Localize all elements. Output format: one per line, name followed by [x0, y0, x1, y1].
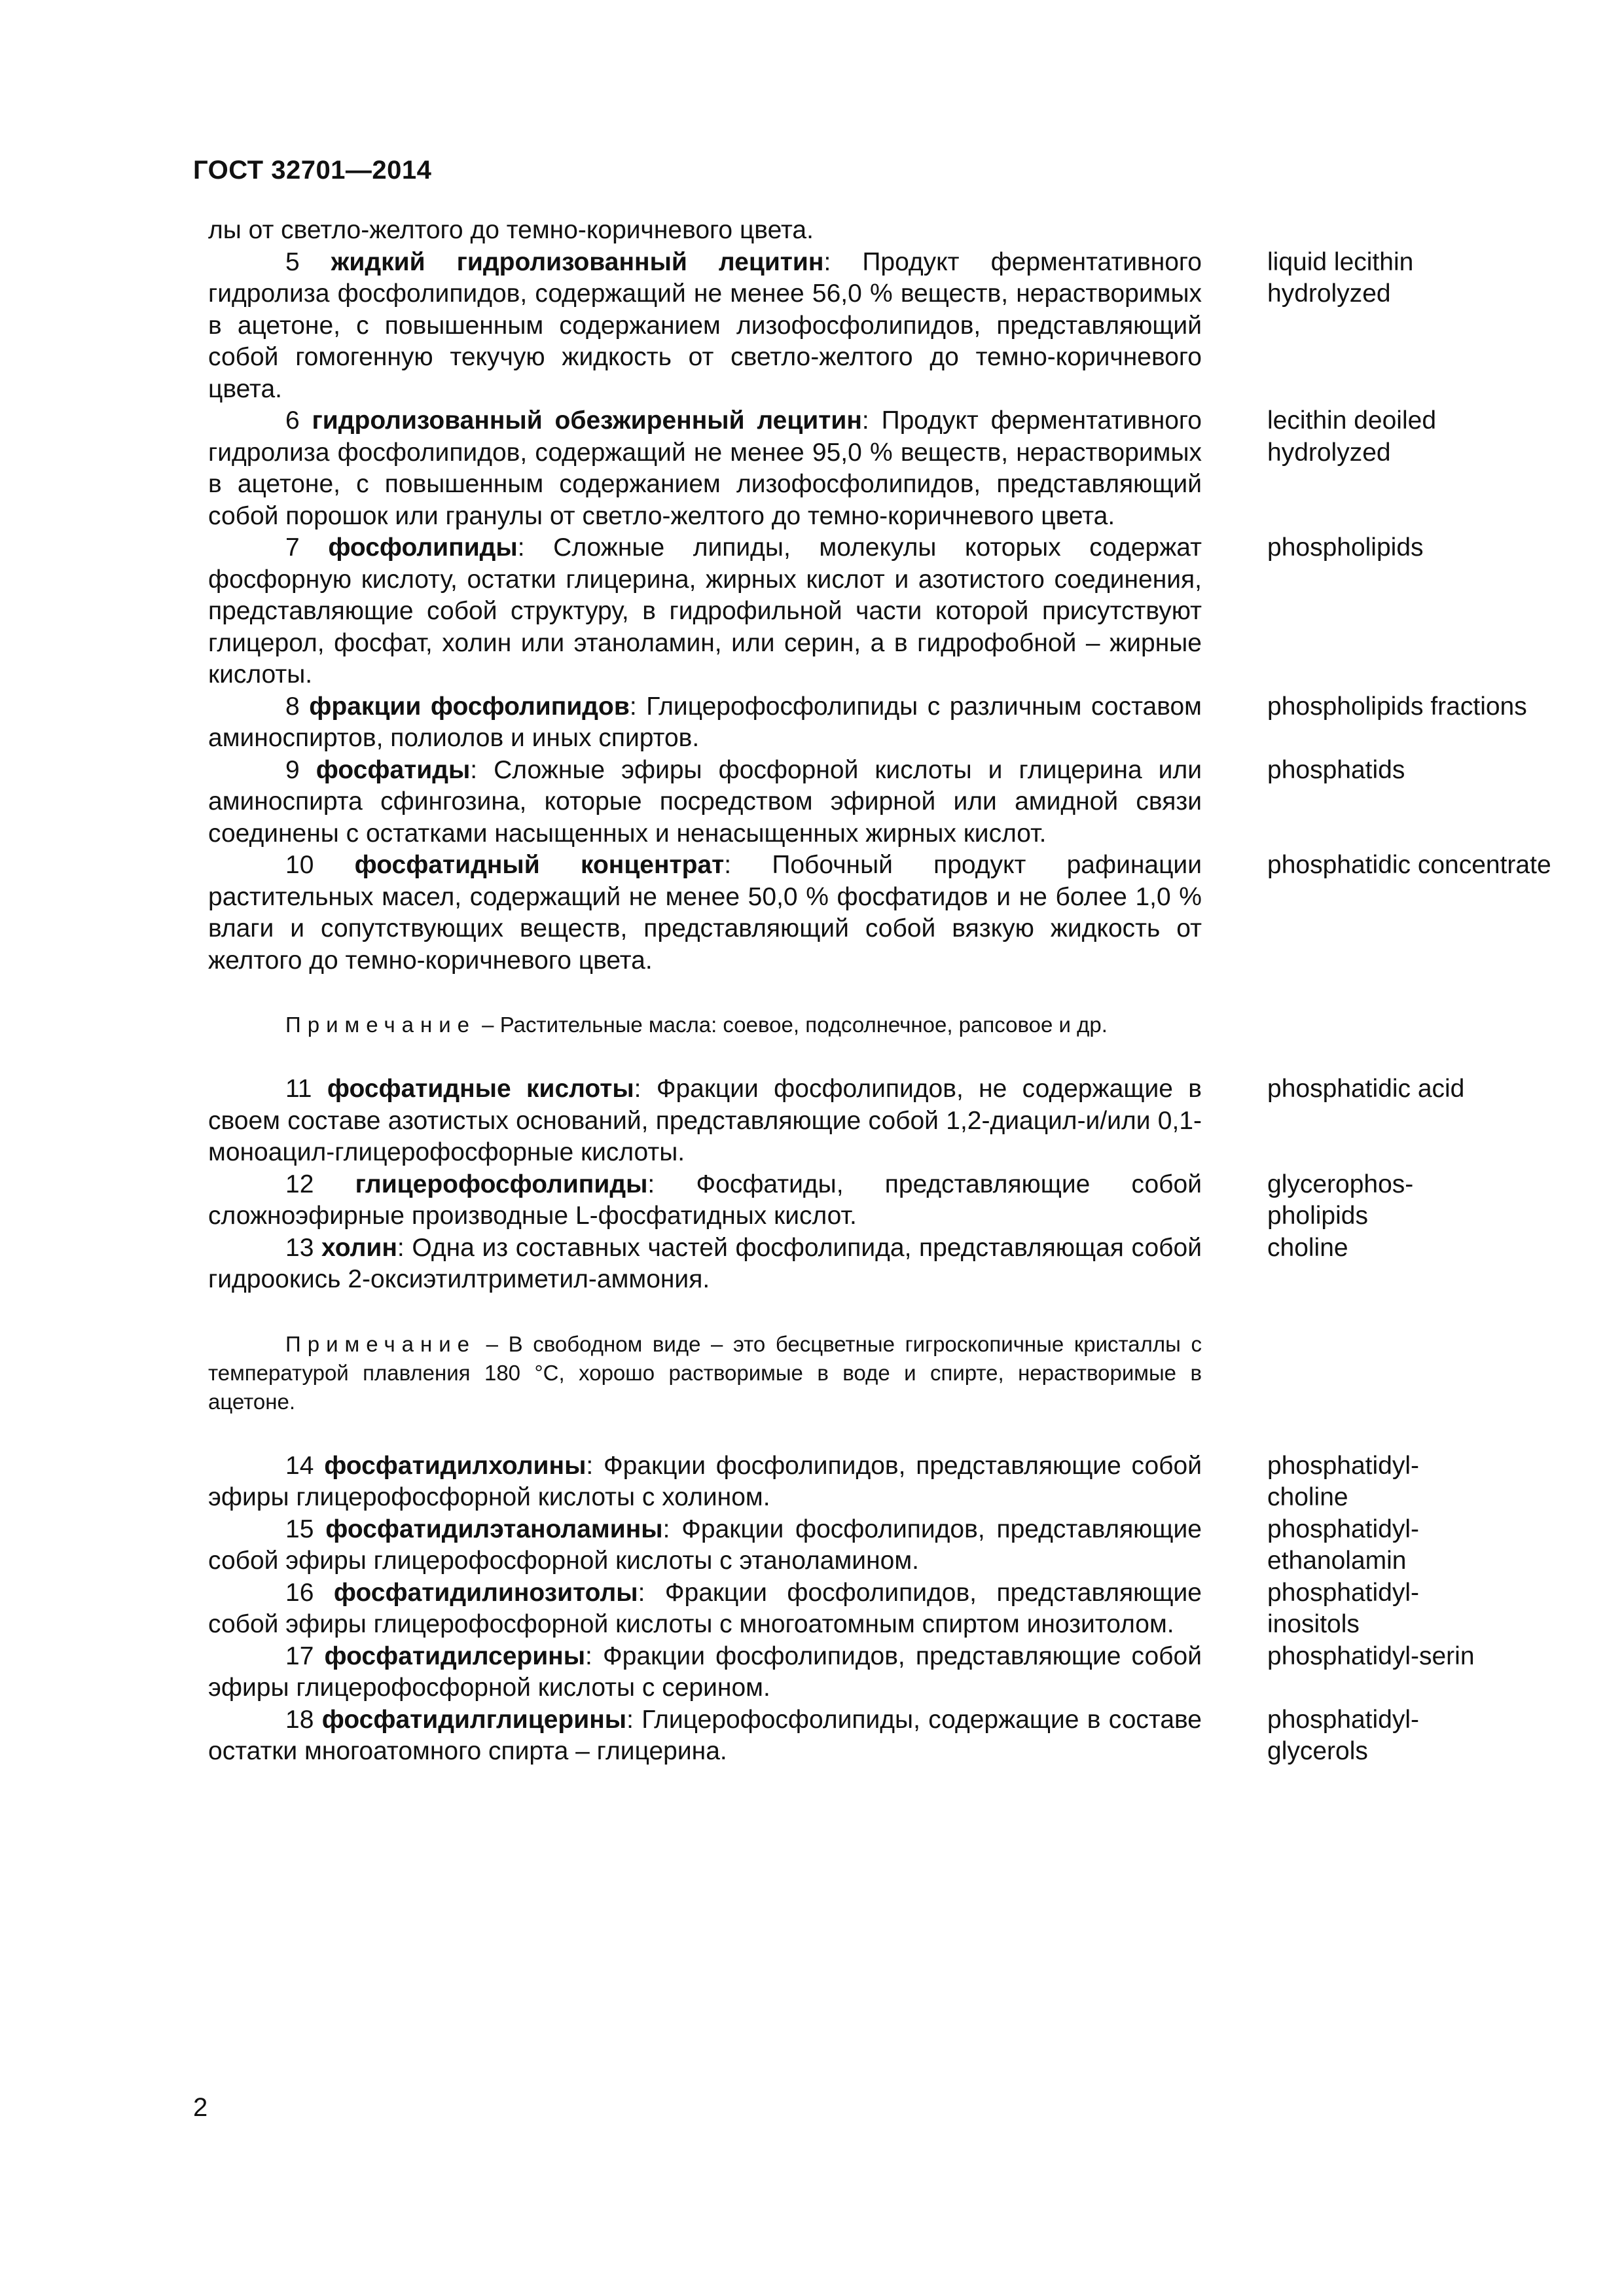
term-number: 10 — [285, 851, 314, 879]
term-name: фосфатидные кислоты — [327, 1075, 634, 1103]
term-name: фосфатидилглицерины — [321, 1705, 627, 1734]
term-description: : Фракции фосфолипидов, представляющие собой эфиры глицерофосфорной кислоты с этаноламином. — [208, 1515, 1202, 1575]
term-entry — [208, 850, 1583, 977]
term-entry — [208, 1641, 1583, 1704]
english-term: phosphatidyl- glycerols — [1267, 1705, 1419, 1765]
term-description: : Продукт ферментативного гидролиза фосфолипидов, содержащий не менее 56,0 % веществ, нерастворимых в ацетоне, с повышенным содержанием лизофосфолипидов, представляющий собой гомогенную текучую жидкость от светло-желтого до темно-коричневого цвета. — [208, 247, 1202, 403]
term-number: 17 — [285, 1641, 314, 1670]
term-number: 15 — [285, 1515, 314, 1543]
term-definition — [208, 1641, 1202, 1704]
term-number: 12 — [285, 1170, 314, 1198]
term-description: : Глицерофосфолипиды, содержащие в составе остатки многоатомного спирта – глицерина. — [208, 1705, 1202, 1765]
term-description: : Глицерофосфолипиды с различным составом аминоспиртов, полиолов и иных спиртов. — [208, 692, 1202, 752]
term-description: : Фракции фосфолипидов, представляющие собой эфиры глицерофосфорной кислоты с серином. — [208, 1641, 1202, 1702]
english-term: phosphatidyl- ethanolamin — [1267, 1515, 1419, 1575]
term-definition — [208, 691, 1202, 755]
term-name: фосфатиды — [316, 755, 471, 784]
term-number: 7 — [285, 533, 300, 562]
term-number: 8 — [285, 692, 300, 721]
term-number: 18 — [285, 1705, 314, 1734]
term-description: : Одна из составных частей фосфолипида, представляющая собой гидроокись 2-оксиэтилтриметил-аммония. — [208, 1233, 1202, 1293]
english-term: choline — [1267, 1233, 1348, 1262]
term-entry — [208, 691, 1583, 755]
english-term: phosphatidyl- inositols — [1267, 1578, 1419, 1638]
term-name: холин — [321, 1233, 397, 1262]
term-name: фосфатидилэтаноламины — [325, 1515, 663, 1543]
term-entry — [208, 755, 1583, 850]
term-entry — [208, 1232, 1583, 1296]
term-definition — [208, 1704, 1202, 1768]
term-definition — [208, 532, 1202, 691]
term-definition — [208, 755, 1202, 850]
term-definition — [208, 1073, 1202, 1169]
note-label: Примечание — [285, 1331, 477, 1356]
term-description: : Сложные липиды, молекулы которых содержат фосфорную кислоту, остатки глицерина, жирных кислот и азотистого соединения, представляющие собой структуру, в гидрофильной части которой присутствуют глицерол, фосфат, холин или этаноламин, или серин, а в гидрофобной – жирные кислоты. — [208, 533, 1202, 689]
term-name: фосфатидилхолины — [324, 1451, 586, 1480]
english-term: phosphatidyl- choline — [1267, 1451, 1419, 1511]
note-label: Примечание — [285, 1013, 477, 1037]
term-definition — [208, 1514, 1202, 1577]
continuation-text: лы от светло-желтого до темно-коричневого цвета. — [208, 216, 814, 244]
term-number: 11 — [285, 1075, 312, 1103]
note — [208, 1011, 1202, 1039]
english-term: phospholipids — [1267, 533, 1424, 562]
english-term: phospholipids fractions — [1267, 692, 1527, 721]
term-description: : Фракции фосфолипидов, представляющие собой эфиры глицерофосфорной кислоты с многоатомным спиртом инозитолом. — [208, 1578, 1202, 1638]
term-definition — [208, 247, 1202, 406]
english-term: phosphatids — [1267, 755, 1405, 784]
term-entry — [208, 1450, 1583, 1514]
english-term: phosphatidyl-serin — [1267, 1641, 1475, 1670]
term-definition — [208, 1169, 1202, 1232]
term-entry — [208, 1704, 1583, 1768]
term-name: глицерофосфолипиды — [355, 1170, 648, 1198]
term-number: 6 — [285, 406, 300, 435]
note — [208, 1330, 1202, 1416]
term-number: 9 — [285, 755, 300, 784]
page-number: 2 — [193, 2093, 208, 2122]
term-number: 14 — [285, 1451, 314, 1480]
term-description: : Продукт ферментативного гидролиза фосфолипидов, содержащий не менее 95,0 % веществ, нерастворимых в ацетоне, с повышенным содержанием лизофосфолипидов, представляющий собой порошок или гранулы от светло-желтого до темно-коричневого цвета. — [208, 406, 1202, 530]
term-entry — [208, 1577, 1583, 1641]
terms-body — [208, 215, 1551, 1768]
term-name: фосфатидилсерины — [324, 1641, 586, 1670]
english-term: liquid lecithin hydrolyzed — [1267, 247, 1414, 308]
note-text: – Растительные масла: соевое, подсолнечное, рапсовое и др. — [476, 1013, 1108, 1037]
english-term: phosphatidic concentrate — [1267, 851, 1551, 879]
english-term: lecithin deoiled hydrolyzed — [1267, 406, 1437, 467]
term-entry — [208, 1169, 1583, 1232]
term-entry — [208, 247, 1583, 406]
document-header: ГОСТ 32701—2014 — [193, 156, 432, 185]
term-description: : Сложные эфиры фосфорной кислоты и глицерина или аминоспирта сфингозина, которые посредством эфирной или амидной связи соединены с остатками насыщенных и ненасыщенных жирных кислот. — [208, 755, 1202, 848]
term-name: фракции фосфолипидов — [309, 692, 630, 721]
english-term: phosphatidic acid — [1267, 1075, 1465, 1103]
term-description: : Фракции фосфолипидов, не содержащие в своем составе азотистых оснований, представляющие собой 1,2-диацил-и/или 0,1-моноацил-глицерофосфорные кислоты. — [208, 1075, 1202, 1166]
term-description: : Побочный продукт рафинации растительных масел, содержащий не менее 50,0 % фосфатидов и не более 1,0 % влаги и сопутствующих веществ, представляющий собой вязкую жидкость от желтого до темно-коричневого цвета. — [208, 851, 1202, 975]
term-number: 16 — [285, 1578, 314, 1607]
term-number: 13 — [285, 1233, 314, 1262]
term-entry — [208, 1514, 1583, 1577]
term-name: гидролизованный обезжиренный лецитин — [312, 406, 862, 435]
term-definition — [208, 1232, 1202, 1296]
term-definition — [208, 1450, 1202, 1514]
term-entry — [208, 532, 1583, 691]
english-term: glycerophos- pholipids — [1267, 1170, 1414, 1230]
note-text: – В свободном виде – это бесцветные гигроскопичные кристаллы с температурой плавления 180 °С, хорошо растворимые в воде и спирте, нерастворимые в ацетоне. — [208, 1331, 1202, 1414]
term-definition — [208, 405, 1202, 532]
term-description: : Фракции фосфолипидов, представляющие собой эфиры глицерофосфорной кислоты с холином. — [208, 1451, 1202, 1511]
term-name: фосфатидный концентрат — [354, 851, 725, 879]
term-name: фосфолипиды — [328, 533, 518, 562]
term-description: : Фосфатиды, представляющие собой сложноэфирные производные L-фосфатидных кислот. — [208, 1170, 1202, 1230]
term-definition — [208, 850, 1202, 977]
term-name: жидкий гидролизованный лецитин — [331, 247, 824, 276]
term-number: 5 — [285, 247, 300, 276]
term-name: фосфатидилинозитолы — [333, 1578, 638, 1607]
term-entry — [208, 405, 1583, 532]
term-entry — [208, 1073, 1583, 1169]
term-definition — [208, 1577, 1202, 1641]
